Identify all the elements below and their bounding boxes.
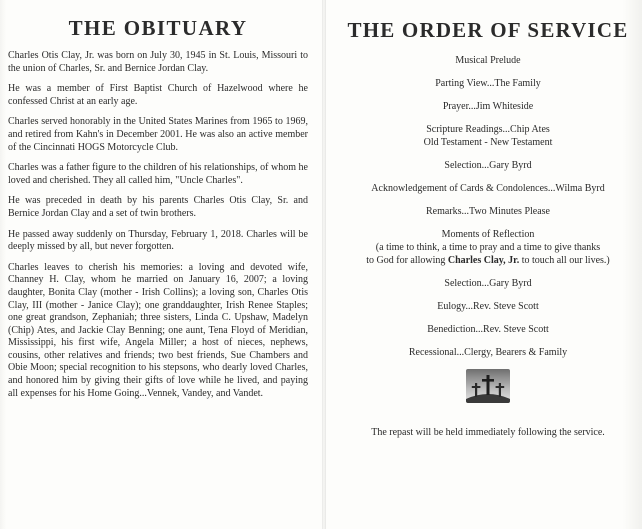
deceased-name: Charles Clay, Jr.	[447, 255, 520, 266]
three-crosses-icon	[466, 369, 510, 403]
service-item-benediction	[338, 323, 638, 336]
service-item-subtext: Old Testament - New Testament	[423, 137, 553, 148]
service-item-text: Acknowledgement of Cards & Condolences...Wilma Byrd	[371, 183, 605, 194]
reflection-text-after: to touch all our lives.)	[519, 255, 610, 266]
service-item-prayer	[338, 100, 638, 113]
service-item-acknowledgement	[338, 182, 638, 195]
obituary-column	[8, 0, 308, 408]
service-item-text: Remarks...Two Minutes Please	[425, 206, 550, 217]
obituary-paragraph: He passed away suddenly on Thursday, February 1, 2018. Charles will be deeply missed by all, but never forgotten.	[8, 228, 308, 253]
service-item-selection-2	[338, 277, 638, 290]
service-item-text: Parting View...The Family	[435, 78, 541, 89]
obituary-title: THE OBITUARY	[68, 16, 248, 40]
service-item-text: Moments of Reflection	[441, 229, 535, 240]
obituary-paragraph: He was a member of First Baptist Church of Hazelwood where he confessed Christ at an early age.	[8, 83, 308, 107]
service-item-subtext	[338, 254, 638, 267]
service-item-text: Eulogy...Rev. Steve Scott	[437, 301, 539, 312]
service-item-remarks	[338, 205, 638, 218]
obituary-paragraph: Charles served honorably in the United States Marines from 1965 to 1969, and retired from Kahn's in December 2001. He was also an active member of the Cincinnati HOGS Motorcycle Club.	[8, 116, 308, 153]
service-item-selection	[338, 159, 638, 172]
service-item-parting-view	[338, 77, 638, 90]
service-item-text: Prayer...Jim Whiteside	[442, 101, 534, 112]
service-item-eulogy	[338, 300, 638, 313]
service-item-musical-prelude	[338, 54, 638, 67]
obituary-paragraph: Charles was a father figure to the children of his relationships, of whom he loved and cherished. They all called him, "Uncle Charles".	[8, 162, 308, 186]
obituary-paragraph: Charles leaves to cherish his memories: a loving and devoted wife, Channey H. Clay, whom he married on January 16, 2007; a loving daughter, Bonita Clay (mother - Irish Collins); a loving son, Charles Otis Clay, III (mother - Janice Clay); one granddaughter, Irish Renee Staples; one great grandson, Zephaniah; three sisters, Linda C. Upshaw, Madelyn (Chip) Ates, and Jackie Clay Benning; one aunt, Tena Floyd of Meridian, Mississippi, his first wife, Angela Miller; a host of nieces, nephews, cousins, other relatives and friends; two best friends, Sue Chambers and Obie Moon; special recognition to his stepsons, who dearly loved Charles, and honored him by giving their gifts of love while he lived, and paying all expenses for his Home Going...Vennek, Vandey, and Vandet.	[8, 261, 308, 399]
service-item-subtext: (a time to think, a time to pray and a time to give thanks	[375, 242, 601, 253]
service-item-text: Scripture Readings...Chip Ates	[426, 124, 550, 135]
service-item-scripture-readings	[338, 123, 638, 149]
service-item-text: Musical Prelude	[455, 55, 521, 66]
service-item-text: Selection...Gary Byrd	[444, 160, 532, 171]
page-fold	[322, 0, 326, 529]
service-item-recessional	[338, 346, 638, 359]
repast-notice: The repast will be held immediately following the service.	[371, 427, 605, 438]
service-item-text: Benediction...Rev. Steve Scott	[427, 324, 549, 335]
reflection-text-before: to God for allowing	[366, 255, 448, 266]
service-column	[338, 0, 638, 449]
service-item-text: Selection...Gary Byrd	[444, 278, 532, 289]
service-item-text: Recessional...Clergy, Bearers & Family	[408, 347, 568, 358]
service-title: THE ORDER OF SERVICE	[347, 18, 629, 42]
obituary-paragraph: He was preceded in death by his parents Charles Otis Clay, Sr. and Bernice Jordan Clay and a set of twin brothers.	[8, 195, 308, 219]
service-item-moments-of-reflection	[338, 228, 638, 267]
obituary-paragraph: Charles Otis Clay, Jr. was born on July 30, 1945 in St. Louis, Missouri to the union of Charles, Sr. and Bernice Jordan Clay.	[8, 50, 308, 74]
